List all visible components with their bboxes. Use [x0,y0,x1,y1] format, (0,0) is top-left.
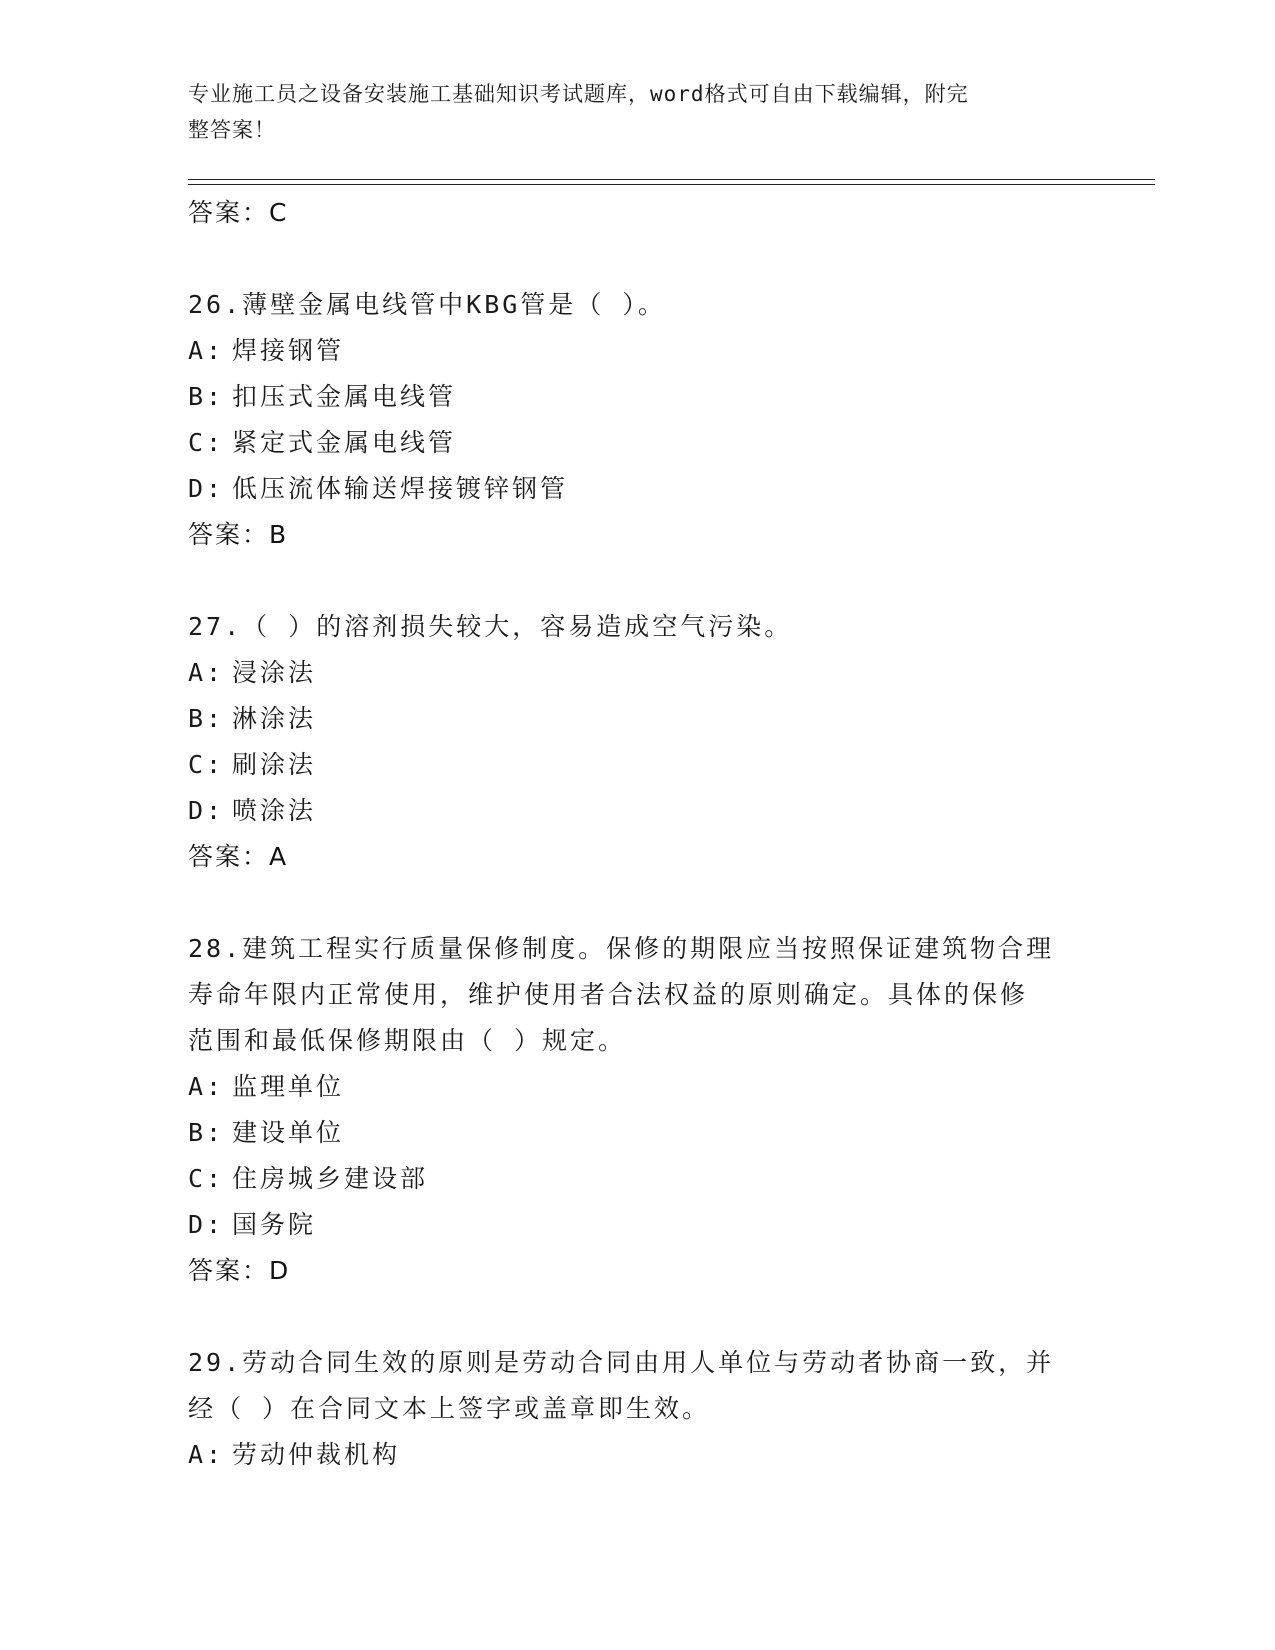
option-b [188,1110,1088,1156]
option-d [188,788,1088,834]
header-divider-bottom [188,184,1155,185]
option-b [188,696,1088,742]
option-text: 劳动仲裁机构 [232,1440,401,1469]
option-text: 住房城乡建设部 [232,1164,429,1193]
option-a [188,1432,1088,1478]
option-key: C: [188,750,225,779]
option-text: 焊接钢管 [232,336,345,365]
option-key: A: [188,1072,225,1101]
question-27 [188,604,1088,880]
question-text-line: 范围和最低保修期限由（ ）规定。 [188,1026,627,1055]
option-text: 淋涂法 [232,704,317,733]
option-text: 刷涂法 [232,750,317,779]
option-key: B: [188,1118,225,1147]
option-key: B: [188,704,225,733]
option-c [188,1156,1088,1202]
question-29 [188,1340,1088,1478]
option-c [188,420,1088,466]
option-text: 喷涂法 [232,796,317,825]
question-28 [188,926,1088,1294]
option-text: 建设单位 [232,1118,345,1147]
option-a [188,328,1088,374]
question-26 [188,282,1088,558]
option-d [188,1202,1088,1248]
option-b [188,374,1088,420]
option-text: 低压流体输送焊接镀锌钢管 [232,474,569,503]
answer-line: 答案：B [188,520,289,549]
answer-line: 答案：A [188,842,289,871]
question-list [188,190,1088,1478]
option-key: A: [188,1440,225,1469]
option-key: C: [188,428,225,457]
answer-line: 答案：C [188,198,289,227]
header-line-1: 专业施工员之设备安装施工基础知识考试题库，word格式可自由下载编辑，附完 [188,82,969,106]
question-text-line: 寿命年限内正常使用，维护使用者合法权益的原则确定。具体的保修 [188,980,1029,1009]
option-a [188,650,1088,696]
option-text: 浸涂法 [232,658,317,687]
option-key: D: [188,1210,225,1239]
question-text: 26.薄壁金属电线管中KBG管是（ ）。 [188,290,666,319]
option-key: B: [188,382,225,411]
option-key: A: [188,658,225,687]
question-text-line: 经（ ）在合同文本上签字或盖章即生效。 [188,1394,711,1423]
option-key: D: [188,796,225,825]
question-text-line: 28.建筑工程实行质量保修制度。保修的期限应当按照保证建筑物合理 [188,934,1055,963]
option-text: 扣压式金属电线管 [232,382,457,411]
option-a [188,1064,1088,1110]
option-text: 国务院 [232,1210,317,1239]
header-line-2: 整答案！ [188,118,276,142]
document-header [188,76,1068,148]
option-text: 紧定式金属电线管 [232,428,457,457]
question-text-line: 29.劳动合同生效的原则是劳动合同由用人单位与劳动者协商一致，并 [188,1348,1055,1377]
option-key: D: [188,474,225,503]
header-divider-top [188,179,1155,180]
option-key: A: [188,336,225,365]
answer-line: 答案：D [188,1256,291,1285]
option-key: C: [188,1164,225,1193]
option-d [188,466,1088,512]
question-text: 27.（ ）的溶剂损失较大，容易造成空气污染。 [188,612,793,641]
option-text: 监理单位 [232,1072,345,1101]
option-c [188,742,1088,788]
